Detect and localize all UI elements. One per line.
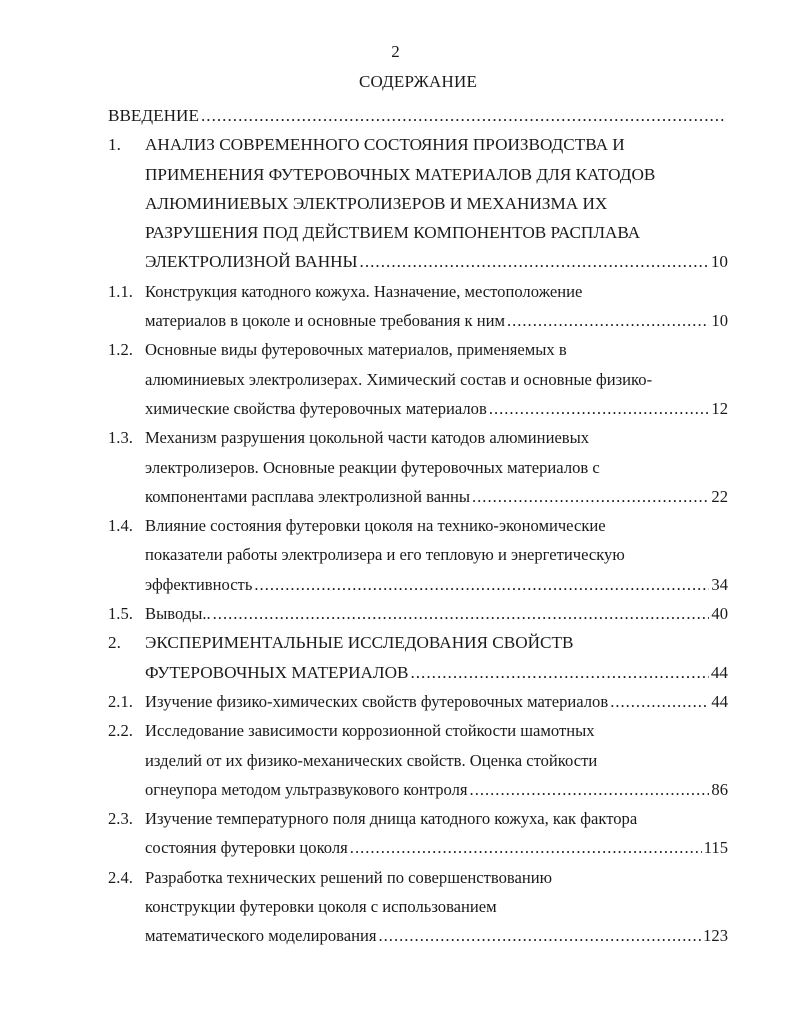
toc-entry-number: 1.5. bbox=[108, 604, 133, 624]
toc-entry-text: ЭЛЕКТРОЛИЗНОЙ ВАННЫ bbox=[145, 252, 358, 272]
indent bbox=[108, 160, 145, 189]
dot-leader bbox=[213, 599, 710, 628]
toc-line bbox=[108, 687, 728, 716]
dot-leader bbox=[507, 306, 709, 335]
toc-entry-number: 1. bbox=[108, 135, 121, 155]
toc-entry-text: Исследование зависимости коррозионной стойкости шамотных bbox=[145, 721, 595, 741]
toc-entry-text: ПРИМЕНЕНИЯ ФУТЕРОВОЧНЫХ МАТЕРИАЛОВ ДЛЯ КАТОДОВ bbox=[145, 164, 656, 184]
toc-line bbox=[108, 101, 728, 130]
toc-line bbox=[108, 511, 728, 540]
toc-entry-number: 1.4. bbox=[108, 516, 133, 536]
toc-line bbox=[108, 423, 728, 452]
dot-leader bbox=[201, 101, 726, 130]
toc-entry-text: конструкции футеровки цоколя с использованием bbox=[145, 897, 497, 917]
toc-entry-number: 2.1. bbox=[108, 691, 133, 711]
toc-entry[interactable] bbox=[108, 863, 728, 951]
indent bbox=[108, 218, 145, 247]
toc-line bbox=[108, 160, 728, 189]
dot-leader bbox=[410, 658, 708, 687]
toc-page-number: 123 bbox=[703, 926, 728, 946]
toc-entry-text: материалов в цоколе и основные требования к ним bbox=[145, 311, 505, 331]
page-number: 2 bbox=[391, 42, 400, 61]
indent bbox=[108, 570, 145, 599]
toc-entry-text: Конструкция катодного кожуха. Назначение, местоположение bbox=[145, 281, 583, 301]
toc-page-number: 12 bbox=[711, 398, 728, 418]
indent bbox=[108, 189, 145, 218]
toc-entry-text: математического моделирования bbox=[145, 926, 377, 946]
toc-entry[interactable] bbox=[108, 335, 728, 423]
toc-entry[interactable] bbox=[108, 130, 728, 276]
indent bbox=[108, 746, 145, 775]
toc-line bbox=[108, 218, 728, 247]
toc-line bbox=[108, 453, 728, 482]
toc-line bbox=[108, 775, 728, 804]
toc-entry-text: РАЗРУШЕНИЯ ПОД ДЕЙСТВИЕМ КОМПОНЕНТОВ РАСПЛАВА bbox=[145, 223, 641, 243]
indent bbox=[108, 775, 145, 804]
toc-entry-text: Изучение температурного поля днища катодного кожуха, как фактора bbox=[145, 809, 638, 829]
toc-line bbox=[108, 716, 728, 745]
toc-entry-number: 2.2. bbox=[108, 721, 133, 741]
toc-line bbox=[108, 394, 728, 423]
toc-entry-text: электролизеров. Основные реакции футеровочных материалов с bbox=[145, 457, 600, 477]
toc-line bbox=[108, 628, 728, 657]
toc-entry-text: Разработка технических решений по совершенствованию bbox=[145, 867, 553, 887]
toc-entry[interactable] bbox=[108, 599, 728, 628]
indent bbox=[108, 247, 145, 276]
toc-entry-text: Изучение физико-химических свойств футеровочных материалов bbox=[145, 691, 609, 711]
toc-line bbox=[108, 658, 728, 687]
toc-entry-number: 1.1. bbox=[108, 281, 133, 301]
toc-entry[interactable] bbox=[108, 101, 728, 130]
indent bbox=[108, 482, 145, 511]
toc-page-number: 10 bbox=[710, 252, 728, 272]
table-of-contents bbox=[108, 101, 728, 951]
toc-entry-text: Влияние состояния футеровки цоколя на технико-экономические bbox=[145, 516, 606, 536]
toc-entry-text: Выводы.. bbox=[145, 604, 211, 624]
toc-page-number: 34 bbox=[711, 574, 728, 594]
toc-line bbox=[108, 335, 728, 364]
toc-line bbox=[108, 804, 728, 833]
toc-page-number: 10 bbox=[711, 311, 728, 331]
dot-leader bbox=[489, 394, 710, 423]
toc-entry[interactable] bbox=[108, 716, 728, 804]
toc-line bbox=[108, 189, 728, 218]
page-title: СОДЕРЖАНИЕ bbox=[358, 72, 478, 91]
toc-line bbox=[108, 130, 728, 159]
toc-page-number: 115 bbox=[703, 838, 728, 858]
toc-entry-number: 2.3. bbox=[108, 809, 133, 829]
toc-entry[interactable] bbox=[108, 423, 728, 511]
toc-entry-text: ФУТЕРОВОЧНЫХ МАТЕРИАЛОВ bbox=[145, 662, 409, 682]
toc-line bbox=[108, 863, 728, 892]
toc-page-number: 44 bbox=[711, 691, 728, 711]
toc-line bbox=[108, 570, 728, 599]
toc-entry-number: 1.3. bbox=[108, 428, 133, 448]
indent bbox=[108, 365, 145, 394]
toc-entry-number: 2.4. bbox=[108, 867, 133, 887]
toc-line bbox=[108, 599, 728, 628]
dot-leader bbox=[472, 482, 709, 511]
toc-line bbox=[108, 306, 728, 335]
toc-entry-number: 2. bbox=[108, 633, 121, 653]
dot-leader bbox=[254, 570, 709, 599]
toc-entry[interactable] bbox=[108, 277, 728, 336]
toc-line bbox=[108, 833, 728, 862]
toc-entry-text: ВВЕДЕНИЕ bbox=[108, 106, 199, 125]
toc-entry-text: Механизм разрушения цокольной части катодов алюминиевых bbox=[145, 428, 590, 448]
dot-leader bbox=[360, 247, 709, 276]
toc-entry[interactable] bbox=[108, 628, 728, 687]
toc-line bbox=[108, 482, 728, 511]
toc-line bbox=[108, 892, 728, 921]
indent bbox=[108, 921, 145, 950]
toc-entry-text: изделий от их физико-механических свойств. Оценка стойкости bbox=[145, 750, 598, 770]
dot-leader bbox=[470, 775, 710, 804]
toc-entry-text: алюминиевых электролизерах. Химический состав и основные физико- bbox=[145, 369, 653, 389]
toc-line bbox=[108, 921, 728, 950]
dot-leader bbox=[379, 921, 702, 950]
toc-page-number: 40 bbox=[711, 604, 728, 624]
indent bbox=[108, 306, 145, 335]
dot-leader bbox=[610, 687, 709, 716]
toc-entry-text: АНАЛИЗ СОВРЕМЕННОГО СОСТОЯНИЯ ПРОИЗВОДСТВА И bbox=[145, 135, 625, 155]
toc-page-number: 22 bbox=[711, 486, 728, 506]
indent bbox=[108, 540, 145, 569]
toc-entry[interactable] bbox=[108, 687, 728, 716]
toc-page-number: 86 bbox=[711, 779, 728, 799]
toc-page-number: 44 bbox=[710, 662, 728, 682]
toc-line bbox=[108, 277, 728, 306]
toc-entry-text: АЛЮМИНИЕВЫХ ЭЛЕКТРОЛИЗЕРОВ И МЕХАНИЗМА ИХ bbox=[145, 193, 608, 213]
indent bbox=[108, 453, 145, 482]
toc-entry-text: огнеупора методом ультразвукового контроля bbox=[145, 779, 468, 799]
toc-entry-text: эффективность bbox=[145, 574, 253, 594]
toc-entry-text: ЭКСПЕРИМЕНТАЛЬНЫЕ ИССЛЕДОВАНИЯ СВОЙСТВ bbox=[145, 633, 574, 653]
toc-entry[interactable] bbox=[108, 511, 728, 599]
indent bbox=[108, 394, 145, 423]
toc-line bbox=[108, 365, 728, 394]
toc-entry-text: Основные виды футеровочных материалов, применяемых в bbox=[145, 340, 567, 360]
toc-line bbox=[108, 746, 728, 775]
dot-leader bbox=[350, 833, 702, 862]
toc-entry-number: 1.2. bbox=[108, 340, 133, 360]
indent bbox=[108, 658, 145, 687]
toc-entry[interactable] bbox=[108, 804, 728, 863]
indent bbox=[108, 833, 145, 862]
toc-line bbox=[108, 540, 728, 569]
toc-entry-text: показатели работы электролизера и его тепловую и энергетическую bbox=[145, 545, 625, 565]
toc-line bbox=[108, 247, 728, 276]
indent bbox=[108, 892, 145, 921]
toc-entry-text: состояния футеровки цоколя bbox=[145, 838, 348, 858]
toc-entry-text: химические свойства футеровочных материалов bbox=[145, 398, 487, 418]
toc-entry-text: компонентами расплава электролизной ванны bbox=[145, 486, 470, 506]
